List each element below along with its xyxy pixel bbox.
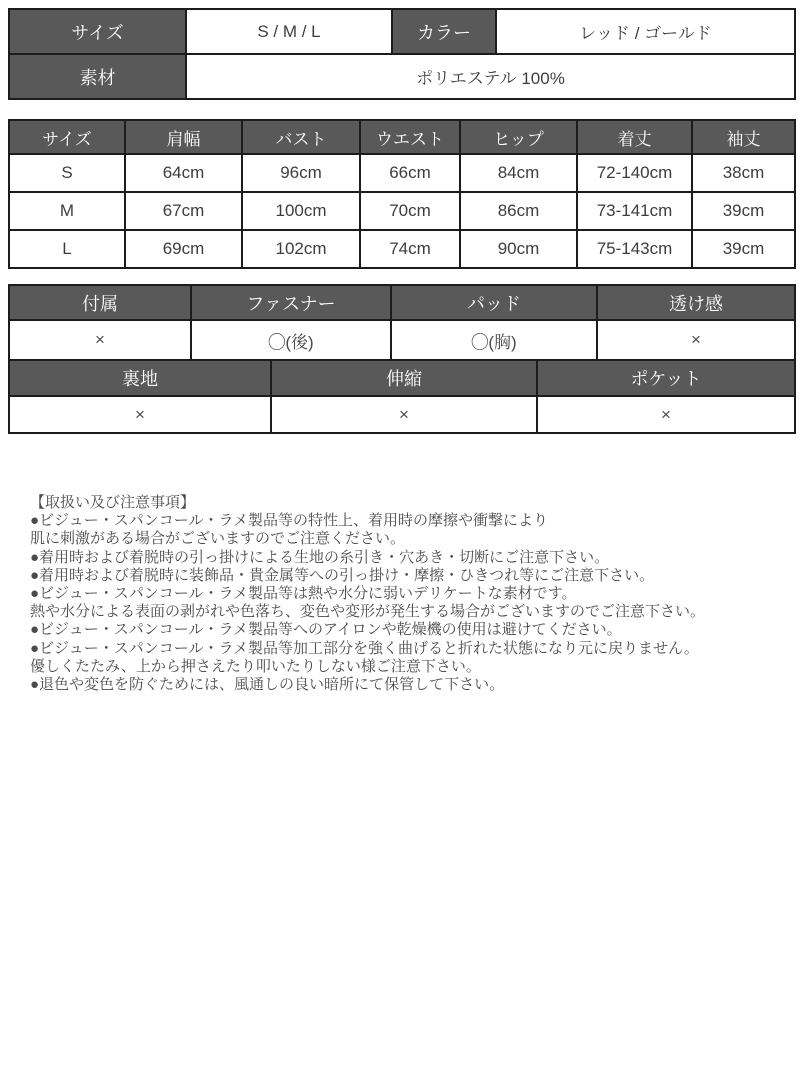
- cell-length: 73-141cm: [577, 192, 692, 230]
- size-label-cell: サイズ: [9, 9, 186, 54]
- size-chart-header-length: 着丈: [577, 120, 692, 154]
- value-accessory: ×: [9, 320, 191, 360]
- cell-shoulder: 67cm: [125, 192, 242, 230]
- size-chart-header-waist: ウエスト: [360, 120, 460, 154]
- size-chart-header-sleeve: 袖丈: [692, 120, 795, 154]
- info-row-material: [9, 54, 795, 99]
- cell-bust: 100cm: [242, 192, 360, 230]
- header-accessory: 付属: [9, 285, 191, 320]
- header-pad: パッド: [391, 285, 597, 320]
- cell-length: 75-143cm: [577, 230, 692, 268]
- info-table: [8, 8, 796, 100]
- header-pocket: ポケット: [537, 360, 795, 396]
- size-chart-header-size: サイズ: [9, 120, 125, 154]
- cell-waist: 70cm: [360, 192, 460, 230]
- cell-sleeve: 39cm: [692, 230, 795, 268]
- features-b-value-row: [9, 396, 795, 433]
- value-sheerness: ×: [597, 320, 795, 360]
- care-note-line: ●退色や変色を防ぐためには、風通しの良い暗所にて保管して下さい。: [30, 676, 505, 694]
- color-label-cell: カラー: [392, 9, 496, 54]
- features-table-a: [8, 284, 796, 361]
- cell-size: M: [9, 192, 125, 230]
- size-value-cell: S / M / L: [186, 9, 392, 54]
- size-chart-header-hip: ヒップ: [460, 120, 577, 154]
- features-table-b: [8, 359, 796, 434]
- cell-bust: 96cm: [242, 154, 360, 192]
- value-stretch: ×: [271, 396, 537, 433]
- care-note-line: ●ビジュー・スパンコール・ラメ製品等は熱や水分に弱いデリケートな素材です。: [30, 585, 577, 603]
- features-a-header-row: [9, 285, 795, 320]
- size-chart-header-row: [9, 120, 795, 154]
- care-note-line: ●ビジュー・スパンコール・ラメ製品等加工部分を強く曲げると折れた状態になり元に戻りません。: [30, 639, 699, 657]
- header-sheerness: 透け感: [597, 285, 795, 320]
- size-chart-row-s: [9, 154, 795, 192]
- cell-size: S: [9, 154, 125, 192]
- cell-size: L: [9, 230, 125, 268]
- care-note-line: 熱や水分による表面の剥がれや色落ち、変色や変形が発生する場合がございますのでご注意下さい。: [30, 603, 706, 621]
- cell-sleeve: 38cm: [692, 154, 795, 192]
- cell-hip: 86cm: [460, 192, 577, 230]
- value-pocket: ×: [537, 396, 795, 433]
- value-pad: ◯(胸): [391, 320, 597, 360]
- cell-waist: 74cm: [360, 230, 460, 268]
- material-label-cell: 素材: [9, 54, 186, 99]
- features-a-value-row: [9, 320, 795, 360]
- size-chart-row-m: [9, 192, 795, 230]
- value-lining: ×: [9, 396, 271, 433]
- care-note-line: 肌に刺激がある場合がございますのでご注意ください。: [30, 530, 406, 548]
- care-note-line: 優しくたたみ、上から押さえたり叩いたりしない様ご注意下さい。: [30, 657, 481, 675]
- care-note-line: ●ビジュー・スパンコール・ラメ製品等へのアイロンや乾燥機の使用は避けてください。: [30, 621, 622, 639]
- care-note-line: ●ビジュー・スパンコール・ラメ製品等の特性上、着用時の摩擦や衝撃により: [30, 512, 549, 530]
- header-stretch: 伸縮: [271, 360, 537, 396]
- cell-hip: 84cm: [460, 154, 577, 192]
- value-fastener: ◯(後): [191, 320, 391, 360]
- care-notes: [8, 494, 792, 694]
- cell-waist: 66cm: [360, 154, 460, 192]
- info-row-size-color: [9, 9, 795, 54]
- care-note-line: ●着用時および着脱時の引っ掛けによる生地の糸引き・穴あき・切断にご注意下さい。: [30, 548, 610, 566]
- care-notes-title: 【取扱い及び注意事項】: [30, 494, 196, 511]
- header-lining: 裏地: [9, 360, 271, 396]
- material-value-cell: ポリエステル 100%: [186, 54, 795, 99]
- cell-shoulder: 64cm: [125, 154, 242, 192]
- size-chart-header-bust: バスト: [242, 120, 360, 154]
- care-note-line: ●着用時および着脱時に装飾品・貴金属等への引っ掛け・摩擦・ひきつれ等にご注意下さい。: [30, 566, 655, 584]
- size-chart-table: [8, 119, 796, 269]
- features-b-header-row: [9, 360, 795, 396]
- cell-shoulder: 69cm: [125, 230, 242, 268]
- header-fastener: ファスナー: [191, 285, 391, 320]
- cell-sleeve: 39cm: [692, 192, 795, 230]
- cell-length: 72-140cm: [577, 154, 692, 192]
- cell-hip: 90cm: [460, 230, 577, 268]
- size-chart-row-l: [9, 230, 795, 268]
- color-value-cell: レッド / ゴールド: [496, 9, 795, 54]
- size-chart-header-shoulder: 肩幅: [125, 120, 242, 154]
- cell-bust: 102cm: [242, 230, 360, 268]
